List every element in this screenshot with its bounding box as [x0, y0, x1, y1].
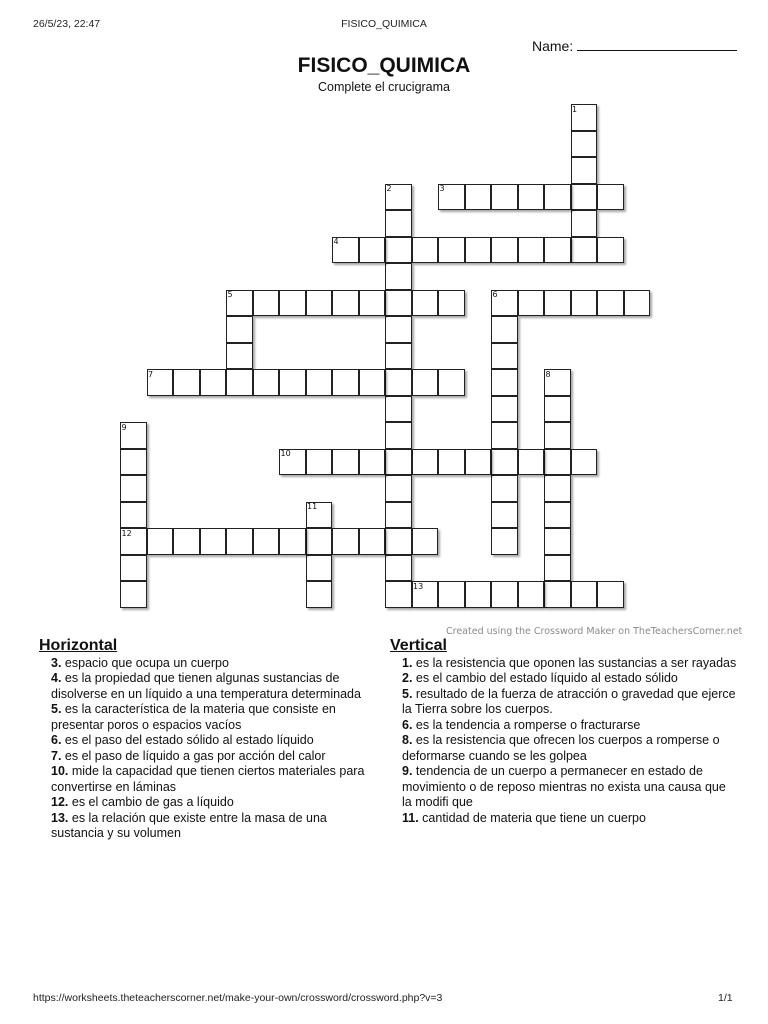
clue-number: 13.: [51, 810, 69, 825]
clue-text: es la resistencia que oponen las sustancias a ser rayadas: [412, 655, 737, 670]
footer-url: https://worksheets.theteacherscorner.net/make-your-own/crossword/crossword.php?v=3: [33, 992, 443, 1004]
crossword-cell[interactable]: [544, 502, 571, 529]
horizontal-clue: [39, 671, 371, 702]
clue-number: 9.: [402, 764, 413, 778]
crossword-cell[interactable]: [385, 449, 412, 476]
crossword-cell[interactable]: [544, 581, 571, 608]
crossword-cell[interactable]: [120, 555, 147, 582]
vertical-clue: [390, 656, 738, 672]
crossword-cell[interactable]: [491, 581, 518, 608]
crossword-cell[interactable]: [120, 581, 147, 608]
clue-text: es la resistencia que ofrecen los cuerpos a romperse o deformarse cuando se les golpea: [402, 733, 720, 763]
crossword-cell[interactable]: [306, 528, 333, 555]
crossword-cell[interactable]: [544, 555, 571, 582]
horizontal-clue: [39, 733, 371, 749]
clue-number: 11.: [402, 810, 419, 825]
crossword-cell[interactable]: [465, 581, 492, 608]
horizontal-clue: [39, 795, 371, 811]
crossword-cell[interactable]: [491, 449, 518, 476]
crossword-cell[interactable]: [200, 369, 227, 396]
clue-number: 4.: [51, 671, 62, 685]
crossword-clue-number: 2: [386, 184, 392, 193]
horizontal-clue: [39, 811, 371, 842]
crossword-cell[interactable]: [571, 184, 598, 211]
clue-text: resultado de la fuerza de atracción o gravedad que ejerce la Tierra sobre los cuerpos.: [402, 686, 736, 716]
clue-number: 5.: [402, 686, 413, 701]
crossword-cell[interactable]: [465, 184, 492, 211]
crossword-cell[interactable]: [332, 449, 359, 476]
clue-number: 7.: [51, 748, 62, 763]
horizontal-clue: [39, 702, 371, 733]
horizontal-clue: [39, 656, 371, 672]
crossword-cell[interactable]: [359, 237, 386, 264]
crossword-cell[interactable]: [465, 449, 492, 476]
crossword-cell[interactable]: [544, 184, 571, 211]
crossword-cell[interactable]: [412, 369, 439, 396]
crossword-cell[interactable]: [385, 422, 412, 449]
crossword-cell[interactable]: [491, 422, 518, 449]
crossword-cell[interactable]: [544, 449, 571, 476]
crossword-cell[interactable]: [491, 184, 518, 211]
crossword-cell[interactable]: [385, 475, 412, 502]
crossword-cell[interactable]: [544, 237, 571, 264]
clue-text: es la relación que existe entre la masa de una sustancia y su volumen: [51, 810, 327, 840]
crossword-cell[interactable]: [491, 343, 518, 370]
crossword-cell[interactable]: [571, 581, 598, 608]
crossword-cell[interactable]: [491, 237, 518, 264]
crossword-cell[interactable]: [359, 528, 386, 555]
crossword-cell[interactable]: [253, 290, 280, 317]
clue-text: es el cambio de gas a líquido: [68, 795, 234, 809]
crossword-cell[interactable]: [544, 475, 571, 502]
crossword-clue-number: 7: [148, 369, 154, 379]
crossword-cell[interactable]: [571, 449, 598, 476]
crossword-cell[interactable]: [385, 343, 412, 370]
crossword-cell[interactable]: [385, 581, 412, 608]
crossword-cell[interactable]: [412, 290, 439, 317]
crossword-cell[interactable]: [571, 131, 598, 158]
crossword-cell[interactable]: [518, 184, 545, 211]
crossword-cell[interactable]: [385, 502, 412, 529]
crossword-clue-number: 11: [307, 502, 318, 511]
clue-number: 5.: [51, 702, 62, 716]
horizontal-heading: Horizontal: [39, 637, 118, 654]
crossword-cell[interactable]: [226, 528, 253, 555]
clue-text: es la característica de la materia que consiste en presentar poros o espacios vacíos: [51, 702, 336, 732]
crossword-cell[interactable]: [385, 290, 412, 317]
horizontal-clues: [39, 638, 371, 842]
crossword-cell[interactable]: [518, 581, 545, 608]
crossword-cell[interactable]: [597, 237, 624, 264]
crossword-cell[interactable]: [518, 237, 545, 264]
crossword-cell[interactable]: [465, 237, 492, 264]
crossword-cell[interactable]: [306, 369, 333, 396]
crossword-cell[interactable]: [491, 396, 518, 423]
crossword-clue-number: 3: [439, 184, 445, 193]
crossword-cell[interactable]: [359, 290, 386, 317]
crossword-cell[interactable]: [571, 237, 598, 264]
crossword-cell[interactable]: [279, 369, 306, 396]
crossword-cell[interactable]: [491, 369, 518, 396]
page-title: FISICO_QUIMICA: [297, 54, 471, 77]
crossword-cell[interactable]: [385, 396, 412, 423]
vertical-clue: [390, 733, 738, 764]
crossword-cell[interactable]: [412, 449, 439, 476]
crossword-cell[interactable]: [385, 263, 412, 290]
crossword-cell[interactable]: [173, 369, 200, 396]
horizontal-clue: [39, 764, 371, 795]
crossword-cell[interactable]: [306, 290, 333, 317]
crossword-cell[interactable]: [120, 449, 147, 476]
clue-number: 3.: [51, 655, 62, 670]
crossword-cell[interactable]: [544, 528, 571, 555]
clue-text: mide la capacidad que tienen ciertos materiales para convertirse en láminas: [51, 764, 365, 794]
crossword-cell[interactable]: [253, 369, 280, 396]
footer-page-number: 1/1: [718, 992, 733, 1004]
crossword-cell[interactable]: [571, 210, 598, 237]
crossword-cell[interactable]: [306, 449, 333, 476]
vertical-clue: [390, 718, 738, 734]
crossword-cell[interactable]: [412, 528, 439, 555]
crossword-cell[interactable]: [226, 369, 253, 396]
clue-text: es el cambio del estado líquido al estado sólido: [412, 671, 678, 685]
crossword-clue-number: 1: [572, 104, 578, 114]
clue-text: es el paso de líquido a gas por acción del calor: [61, 748, 326, 763]
crossword-cell[interactable]: [279, 528, 306, 555]
vertical-clue-list: [390, 656, 738, 827]
crossword-cell[interactable]: [438, 237, 465, 264]
vertical-clue: [390, 764, 738, 811]
crossword-cell[interactable]: [359, 449, 386, 476]
crossword-cell[interactable]: [147, 528, 174, 555]
vertical-clue: [390, 687, 738, 718]
crossword-cell[interactable]: [438, 581, 465, 608]
crossword-cell[interactable]: [173, 528, 200, 555]
crossword-cell[interactable]: [491, 502, 518, 529]
crossword-cell[interactable]: [518, 290, 545, 317]
clue-number: 1.: [402, 655, 413, 670]
crossword-cell[interactable]: [359, 369, 386, 396]
crossword-cell[interactable]: [306, 581, 333, 608]
crossword-clue-number: 13: [413, 581, 424, 591]
vertical-clue: [390, 811, 738, 827]
crossword-cell[interactable]: [438, 369, 465, 396]
clue-text: es la propiedad que tienen algunas sustancias de disolverse en un líquido a una temperatura determinada: [51, 671, 361, 701]
clue-text: es la tendencia a romperse o fracturarse: [412, 717, 641, 732]
page-subtitle: Complete el crucigrama: [318, 80, 450, 94]
crossword-cell[interactable]: [571, 157, 598, 184]
crossword-cell[interactable]: [332, 528, 359, 555]
horizontal-clue-list: [39, 656, 371, 842]
crossword-cell[interactable]: [491, 528, 518, 555]
crossword-cell[interactable]: [306, 555, 333, 582]
crossword-cell[interactable]: [624, 290, 651, 317]
crossword-cell[interactable]: [571, 290, 598, 317]
clue-number: 12.: [51, 795, 69, 809]
crossword-clue-number: 5: [227, 290, 233, 299]
crossword-cell[interactable]: [597, 290, 624, 317]
crossword-cell[interactable]: [385, 316, 412, 343]
crossword-cell[interactable]: [597, 581, 624, 608]
print-datetime: 26/5/23, 22:47: [33, 18, 101, 30]
crossword-clue-number: 10: [280, 449, 291, 458]
crossword-clue-number: 9: [121, 422, 127, 432]
crossword-cell[interactable]: [544, 290, 571, 317]
crossword-cell[interactable]: [438, 290, 465, 317]
crossword-cell[interactable]: [385, 369, 412, 396]
crossword-cell[interactable]: [385, 237, 412, 264]
clue-number: 2.: [402, 671, 413, 685]
crossword-cell[interactable]: [597, 184, 624, 211]
crossword-cell[interactable]: [385, 555, 412, 582]
clue-number: 8.: [402, 733, 413, 747]
crossword-cell[interactable]: [438, 449, 465, 476]
clue-number: 6.: [402, 717, 413, 732]
crossword-cell[interactable]: [226, 316, 253, 343]
clue-text: cantidad de materia que tiene un cuerpo: [418, 810, 646, 825]
vertical-heading: Vertical: [390, 637, 447, 654]
crossword-clue-number: 12: [121, 528, 132, 538]
clue-text: espacio que ocupa un cuerpo: [61, 655, 229, 670]
crossword-cell[interactable]: [385, 210, 412, 237]
crossword-cell[interactable]: [491, 316, 518, 343]
crossword-cell[interactable]: [120, 502, 147, 529]
print-doc-title: FISICO_QUIMICA: [341, 18, 427, 30]
crossword-cell[interactable]: [253, 528, 280, 555]
crossword-cell[interactable]: [332, 369, 359, 396]
name-label: Name:: [532, 38, 574, 54]
crossword-cell[interactable]: [332, 290, 359, 317]
clue-number: 6.: [51, 733, 62, 747]
crossword-cell[interactable]: [544, 396, 571, 423]
crossword-cell[interactable]: [518, 449, 545, 476]
crossword-cell[interactable]: [120, 475, 147, 502]
crossword-clue-number: 6: [492, 290, 498, 299]
vertical-clue: [390, 671, 738, 687]
crossword-cell[interactable]: [491, 475, 518, 502]
clue-text: es el paso del estado sólido al estado líquido: [61, 733, 314, 747]
crossword-cell[interactable]: [279, 290, 306, 317]
credit-text: Created using the Crossword Maker on TheTeachersCorner.net: [446, 626, 743, 637]
crossword-cell[interactable]: [200, 528, 227, 555]
crossword-clue-number: 8: [545, 369, 551, 379]
horizontal-clue: [39, 749, 371, 765]
vertical-clues: [390, 638, 738, 826]
clue-number: 10.: [51, 764, 69, 778]
crossword-cell[interactable]: [412, 237, 439, 264]
crossword-cell[interactable]: [544, 422, 571, 449]
crossword-clue-number: 4: [333, 237, 339, 246]
crossword-cell[interactable]: [385, 528, 412, 555]
crossword-cell[interactable]: [226, 343, 253, 370]
clue-text: tendencia de un cuerpo a permanecer en estado de movimiento o de reposo mientras no exista una causa que la modifi que: [402, 764, 726, 809]
